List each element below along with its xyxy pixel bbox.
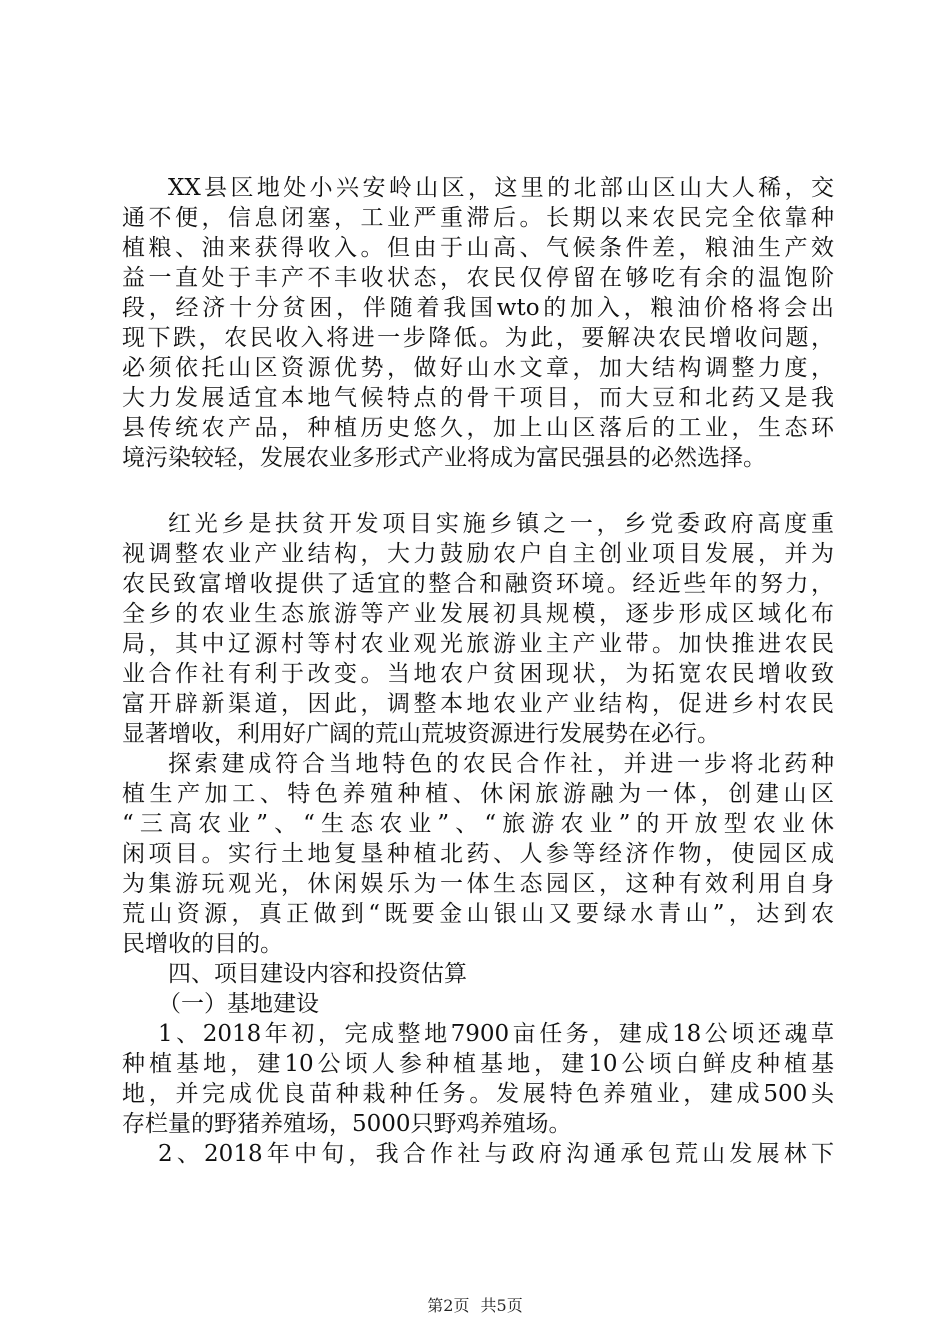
text-line: 视调整农业产业结构，大力鼓励农户自主创业项目发展，并为 [122,541,834,567]
text-line: 全乡的农业生态旅游等产业发展初具规模，逐步形成区域化布 [122,601,834,627]
paragraph [122,509,834,749]
text-line: 闲项目。实行土地复垦种植北药、人参等经济作物，使园区成 [122,841,834,867]
text-line: 2、2018年中旬，我合作社与政府沟通承包荒山发展林下 [158,1141,834,1167]
page-footer [0,1296,950,1316]
text-line: 荒山资源，真正做到“既要金山银山又要绿水青山”，达到农 [122,901,834,927]
paragraph [122,173,834,473]
page-number: 第2页 [427,1296,470,1315]
section-heading: 四、项目建设内容和投资估算 [168,961,467,987]
document-body [122,173,834,1169]
text-line: 为集游玩观光，休闲娱乐为一体生态园区，这种有效利用自身 [122,871,834,897]
text-line: “三高农业”、“生态农业”、“旅游农业”的开放型农业休 [122,811,834,837]
text-line: 业合作社有利于改变。当地农户贫困现状，为拓宽农民增收致 [122,661,834,687]
paragraph-spacer [122,473,834,509]
text-line: 大力发展适宜本地气候特点的骨干项目，而大豆和北药又是我 [122,385,834,411]
text-line: 农民致富增收提供了适宜的整合和融资环境。经近些年的努力， [122,571,834,597]
text-line: 地，并完成优良苗种栽种任务。发展特色养殖业，建成500头 [122,1081,834,1107]
text-line: 县传统农产品，种植历史悠久，加上山区落后的工业，生态环 [122,415,834,441]
paragraph [122,749,834,959]
text-line: XX县区地处小兴安岭山区，这里的北部山区山大人稀，交 [168,175,834,201]
text-line: 红光乡是扶贫开发项目实施乡镇之一，乡党委政府高度重 [168,511,834,537]
text-line: 境污染较轻，发展农业多形式产业将成为富民强县的必然选择。 [122,445,766,471]
page-total: 共5页 [480,1296,523,1315]
text-line: 必须依托山区资源优势，做好山水文章，加大结构调整力度， [122,355,834,381]
text-line: 植生产加工、特色养殖种植、休闲旅游融为一体，创建山区 [122,781,834,807]
paragraph [122,1139,834,1169]
text-line: 局，其中辽源村等村农业观光旅游业主产业带。加快推进农民 [122,631,834,657]
text-line: 富开辟新渠道，因此，调整本地农业产业结构，促进乡村农民 [122,691,834,717]
text-line: 1、2018年初，完成整地7900亩任务，建成18公顷还魂草 [158,1021,834,1047]
text-line: 段，经济十分贫困，伴随着我国wto的加入，粮油价格将会出 [122,295,834,321]
text-line: 植粮、油来获得收入。但由于山高、气候条件差，粮油生产效 [122,235,834,261]
text-line: 民增收的目的。 [122,931,283,957]
text-line: 探索建成符合当地特色的农民合作社，并进一步将北药种 [168,751,834,777]
text-line: 显著增收，利用好广阔的荒山荒坡资源进行发展势在必行。 [122,721,720,747]
text-line: 种植基地，建10公顷人参种植基地，建10公顷白鲜皮种植基 [122,1051,834,1077]
text-line: 现下跌，农民收入将进一步降低。为此，要解决农民增收问题， [122,325,834,351]
subsection-heading: （一）基地建设 [158,991,319,1017]
text-line: 通不便，信息闭塞，工业严重滞后。长期以来农民完全依靠种 [122,205,834,231]
text-line: 益一直处于丰产不丰收状态，农民仅停留在够吃有余的温饱阶 [122,265,834,291]
text-line: 存栏量的野猪养殖场，5000只野鸡养殖场。 [122,1111,572,1137]
paragraph [122,1019,834,1139]
